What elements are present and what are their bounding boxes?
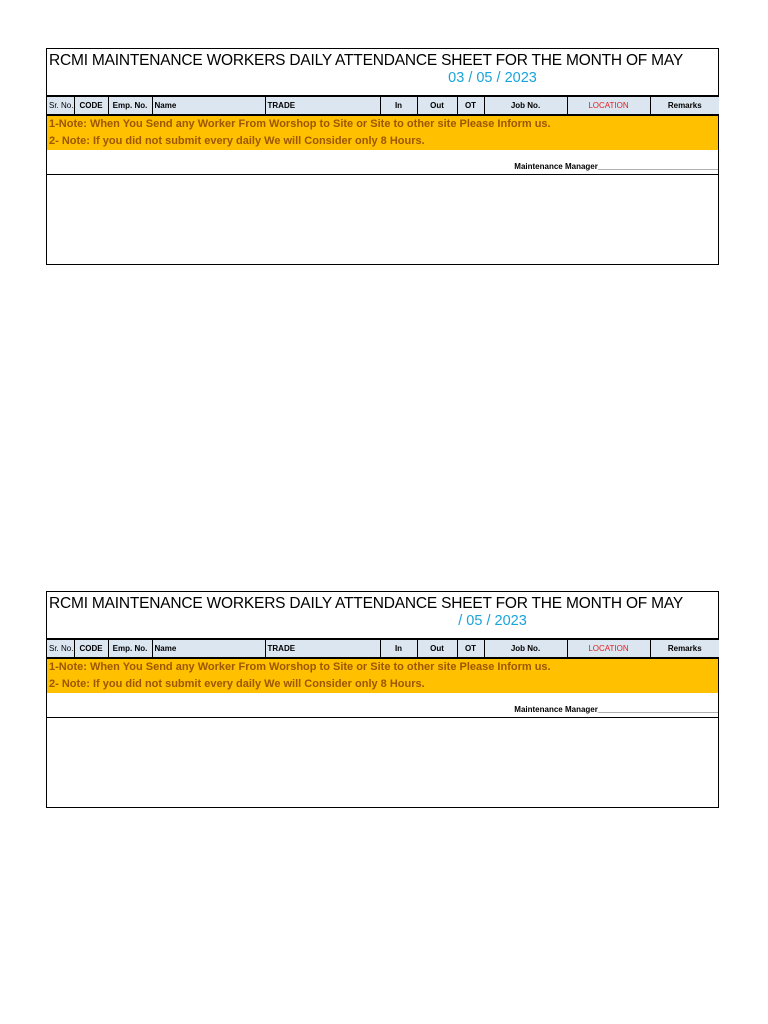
header-row (47, 640, 719, 658)
notes-block (47, 658, 718, 693)
attendance-table (47, 96, 719, 115)
header-out: Out (417, 640, 457, 658)
header-in: In (380, 640, 417, 658)
signature-row (47, 150, 718, 174)
signature-row (47, 693, 718, 717)
header-emp: Emp. No. (108, 640, 152, 658)
sheet-date: 03 / 05 / 2023 (448, 70, 537, 86)
signature-line: Maintenance Manager___________________________ (514, 705, 718, 714)
sheet-date: / 05 / 2023 (458, 613, 527, 629)
header-ot: OT (457, 640, 484, 658)
header-sr: Sr. No. (47, 97, 74, 115)
header-code: CODE (74, 640, 108, 658)
header-ot: OT (457, 97, 484, 115)
footer-row (47, 717, 718, 732)
header-remarks: Remarks (650, 640, 719, 658)
header-code: CODE (74, 97, 108, 115)
note-1: 1-Note: When You Send any Worker From Worshop to Site or Site to other site Please Inform us. (47, 116, 718, 133)
header-remarks: Remarks (650, 97, 719, 115)
header-location: LOCATION (567, 97, 650, 115)
attendance-sheet (46, 591, 719, 808)
attendance-sheet (46, 48, 719, 265)
header-emp: Emp. No. (108, 97, 152, 115)
header-job: Job No. (484, 97, 567, 115)
attendance-table (47, 639, 719, 658)
header-name: Name (152, 97, 265, 115)
notes-block (47, 115, 718, 150)
header-trade: TRADE (265, 97, 380, 115)
title-row (47, 49, 718, 96)
header-row (47, 97, 719, 115)
header-sr: Sr. No. (47, 640, 74, 658)
signature-line: Maintenance Manager___________________________ (514, 162, 718, 171)
note-1: 1-Note: When You Send any Worker From Worshop to Site or Site to other site Please Inform us. (47, 659, 718, 676)
note-2: 2- Note: If you did not submit every daily We will Consider only 8 Hours. (47, 133, 718, 150)
header-trade: TRADE (265, 640, 380, 658)
header-job: Job No. (484, 640, 567, 658)
header-location: LOCATION (567, 640, 650, 658)
title-row (47, 592, 718, 639)
header-in: In (380, 97, 417, 115)
footer-row (47, 174, 718, 189)
header-out: Out (417, 97, 457, 115)
header-name: Name (152, 640, 265, 658)
note-2: 2- Note: If you did not submit every daily We will Consider only 8 Hours. (47, 676, 718, 693)
sheet-title: RCMI MAINTENANCE WORKERS DAILY ATTENDANCE SHEET FOR THE MONTH OF MAY (49, 52, 684, 69)
sheet-title: RCMI MAINTENANCE WORKERS DAILY ATTENDANCE SHEET FOR THE MONTH OF MAY (49, 595, 684, 612)
